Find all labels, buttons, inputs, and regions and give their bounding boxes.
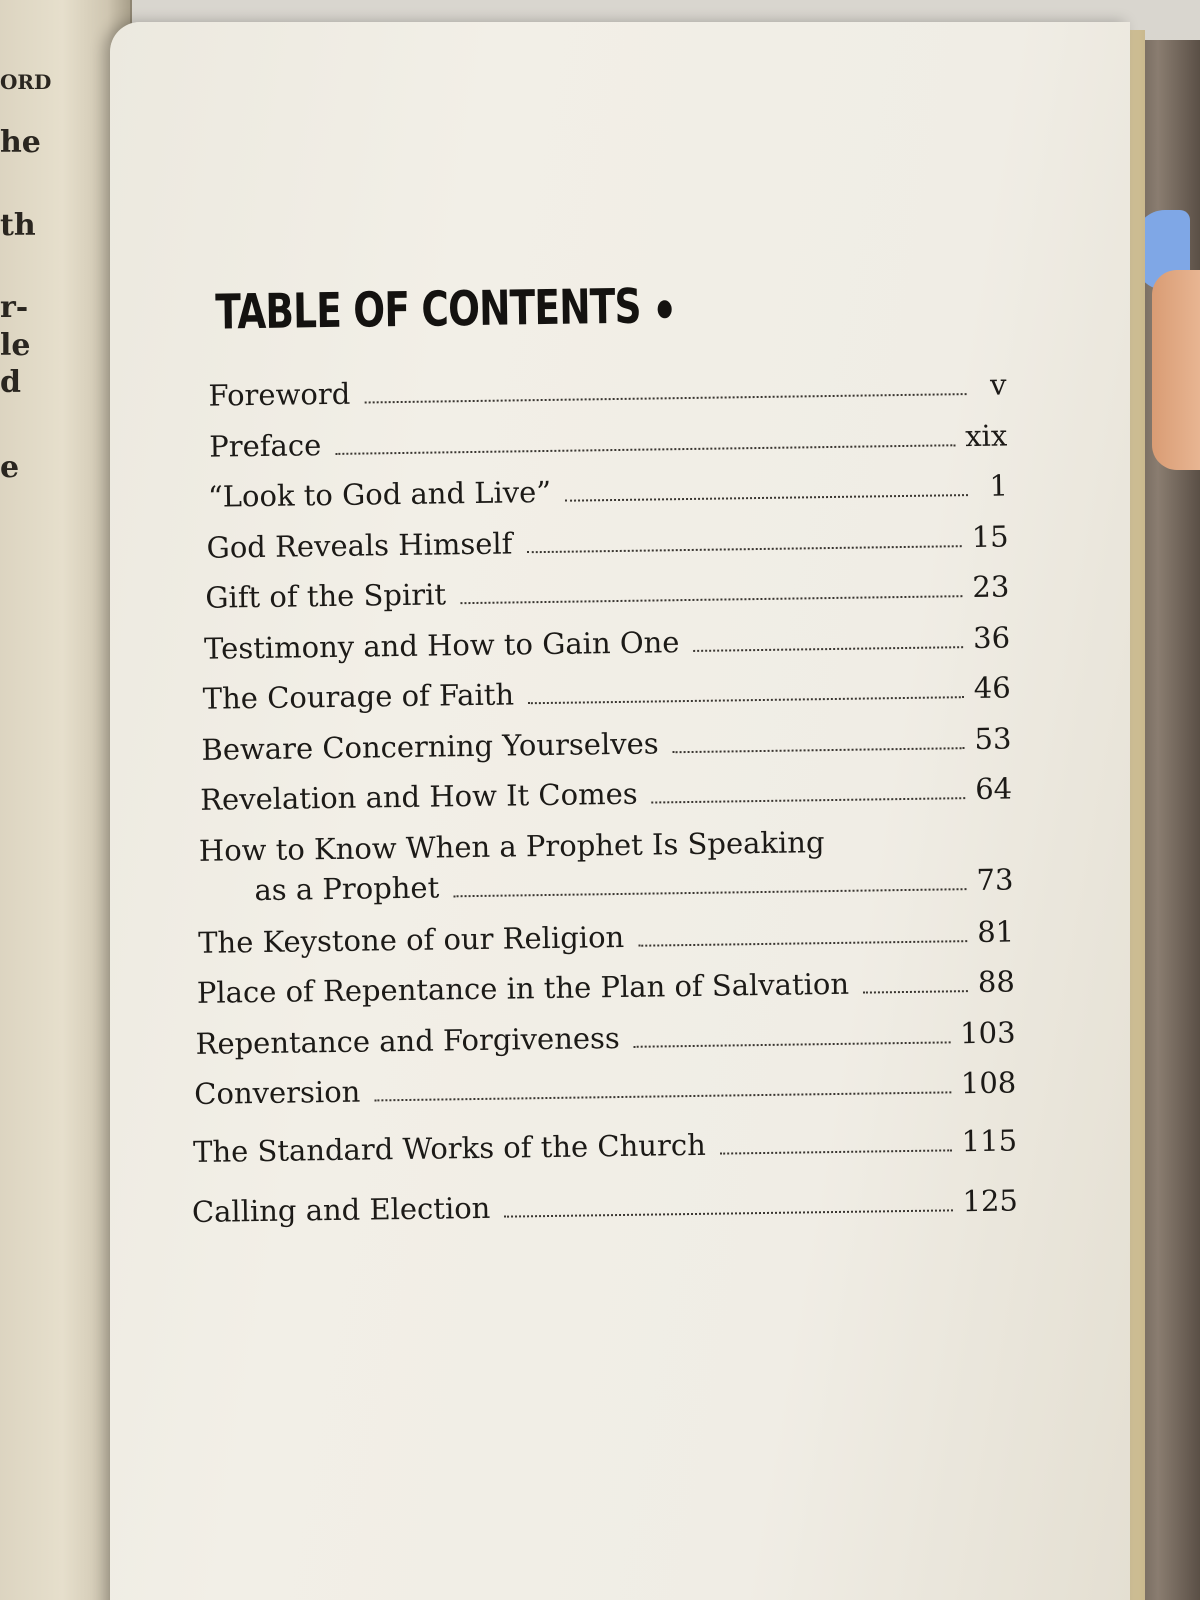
toc-entry-title: Beware Concerning Yourselves (201, 725, 659, 767)
dot-leader (720, 1149, 952, 1154)
toc-entry-page: 73 (976, 861, 1014, 897)
dot-leader (460, 595, 962, 604)
toc-entry-title: Testimony and How to Gain One (203, 624, 680, 666)
toc-entry-title: The Courage of Faith (202, 677, 515, 716)
dot-leader (694, 646, 964, 652)
toc-entry-page: 53 (974, 721, 1012, 756)
toc-entry-title-continued: as a Prophet (254, 870, 440, 907)
toc-entry-title: God Reveals Himself (206, 525, 513, 565)
toc-entry-page: 46 (973, 670, 1011, 706)
toc-entry-title: Revelation and How It Comes (199, 776, 638, 817)
table-of-contents (185, 274, 1018, 1246)
dot-leader (863, 990, 968, 993)
toc-entry-title: Conversion (194, 1074, 361, 1111)
toc-entry-page: 115 (961, 1123, 1018, 1159)
toc-entry-page: 15 (971, 519, 1009, 554)
dot-leader (528, 696, 964, 704)
toc-entry-title: The Keystone of our Religion (197, 919, 625, 960)
dot-leader (335, 444, 955, 455)
toc-entry-title: Repentance and Forgiveness (195, 1020, 621, 1061)
left-page-text: le (0, 328, 31, 363)
toc-entry-title: Place of Repentance in the Plan of Salvation (196, 966, 850, 1010)
toc-entry-page: 36 (972, 620, 1011, 655)
dot-leader (638, 940, 967, 947)
toc-heading (215, 276, 832, 341)
bullet-icon (658, 300, 672, 318)
toc-entry-page: 108 (960, 1065, 1017, 1101)
toc-entry-title: Gift of the Spirit (205, 577, 447, 615)
toc-entry-page: 125 (962, 1183, 1019, 1219)
toc-heading-text: TABLE OF CONTENTS (214, 278, 642, 341)
toc-entry (199, 822, 1014, 925)
toc-entry-title: Foreword (208, 376, 351, 413)
left-page-text: e (0, 450, 20, 485)
toc-entry-page: 23 (972, 569, 1010, 605)
background-object (1152, 270, 1200, 470)
dot-leader (453, 888, 966, 897)
toc-entry-page: 88 (977, 964, 1016, 999)
toc-entry-page: 1 (989, 468, 1009, 503)
left-page-text: r- (0, 290, 29, 325)
left-page-text: ORD (0, 70, 52, 94)
dot-leader (673, 747, 965, 753)
dot-leader (364, 393, 966, 403)
toc-entry-page: 81 (976, 913, 1015, 949)
dot-leader (634, 1041, 950, 1047)
left-page-text: d (0, 365, 21, 400)
dot-leader (504, 1209, 952, 1217)
toc-entry-page: 103 (959, 1014, 1016, 1050)
toc-entry-title: The Standard Works of the Church (192, 1127, 706, 1169)
toc-entry-page: xix (964, 418, 1008, 453)
dot-leader (652, 797, 966, 803)
toc-entry-page: v (989, 367, 1007, 402)
toc-entry-title: “Look to God and Live” (207, 474, 552, 514)
dot-leader (374, 1091, 951, 1101)
left-page-text: th (0, 208, 36, 243)
toc-entry-page: 64 (974, 771, 1013, 807)
toc-entry-title: How to Know When a Prophet Is Speaking (198, 824, 825, 868)
toc-entry-title: Calling and Election (191, 1190, 491, 1229)
dot-leader (565, 494, 968, 502)
left-page-text: he (0, 125, 41, 160)
toc-entry-title: Preface (209, 427, 322, 464)
dot-leader (526, 545, 961, 553)
